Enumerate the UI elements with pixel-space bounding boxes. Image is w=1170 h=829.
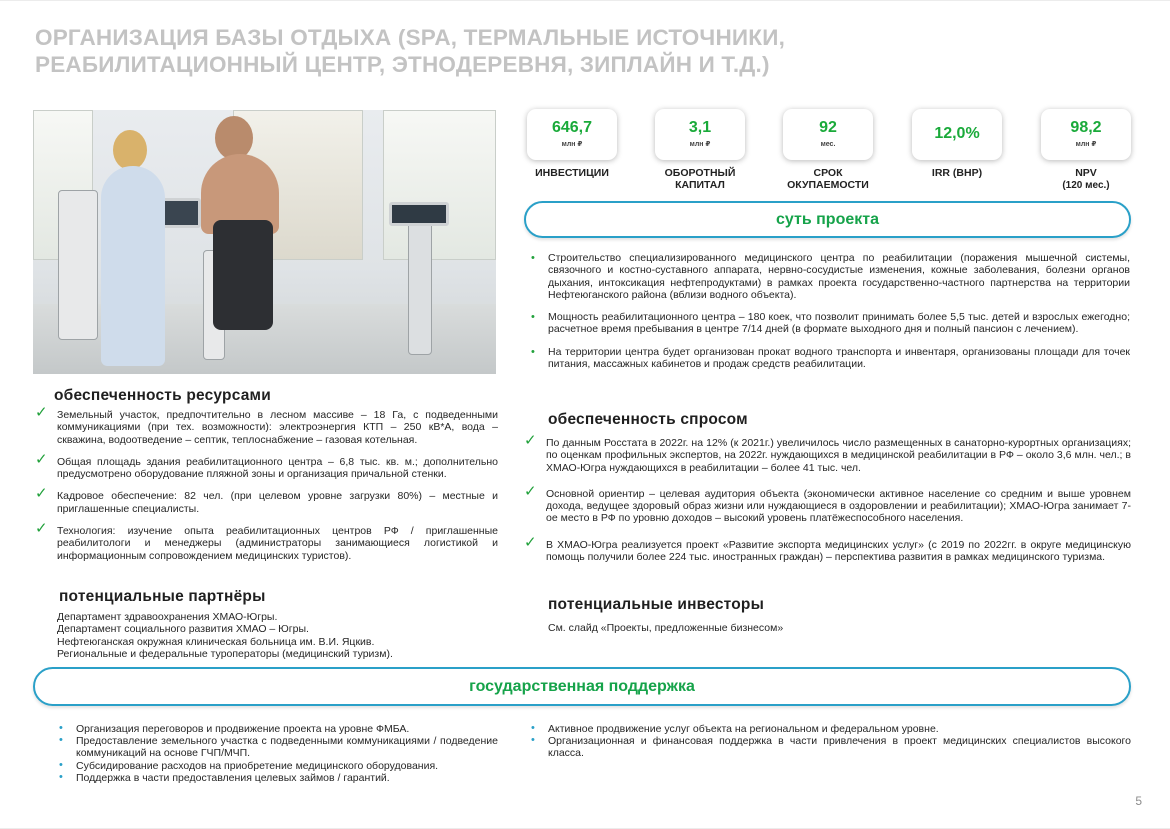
resources-list (35, 404, 498, 572)
support-item (529, 735, 1131, 759)
resources-item (35, 520, 498, 562)
kpi-investments-box (527, 109, 617, 160)
support-item-text: Активное продвижение услуг объекта на региональном и федеральном уровне. (548, 723, 939, 735)
essence-item (529, 311, 1130, 336)
kpi-investments (517, 109, 627, 180)
bullet-dot-icon: • (531, 252, 535, 264)
photo-left-machine (58, 190, 98, 340)
support-heading-pill: государственная поддержка (33, 667, 1131, 706)
kpi-payback (773, 109, 883, 191)
resources-item-text: Общая площадь здания реабилитационного центра – 6,8 тыс. кв. м.; дополнительно предусмотрено оборудование пляжной зоны и организация причальной стенки. (57, 455, 498, 481)
resources-item (35, 450, 498, 481)
kpi-payback-unit: мес. (820, 141, 836, 148)
support-item (529, 723, 1131, 735)
support-item-text: Организация переговоров и продвижение проекта на уровне ФМБА. (76, 723, 410, 735)
resources-item (35, 404, 498, 446)
partner-item: Департамент здравоохранения ХМАО-Югры. (57, 611, 278, 623)
kpi-working-capital (645, 109, 755, 191)
rehabilitation-photo (33, 110, 496, 374)
bullet-dot-icon: • (59, 734, 63, 747)
support-item-text: Поддержка в части предоставления целевых займов / гарантий. (76, 771, 390, 784)
partners-list (57, 611, 497, 660)
resources-item (35, 485, 498, 515)
essence-item-text: Строительство специализированного медицинского центра по реабилитации (поражения мышечной системы, связочного и костно-суставного аппарата, нервно-сосудистые изменения, кожные заболевания, болезни органов дыхания, интоксикация нефтепродуктами) в рамках проекта государственно-частного партнерства на территории Нефтеюганского района (вблизи водного объекта). (548, 252, 1130, 301)
support-item (57, 735, 498, 759)
essence-item (529, 252, 1130, 301)
demand-item (524, 432, 1131, 474)
photo-right-bike (408, 215, 432, 355)
partner-item: Региональные и федеральные туроператоры (медицинский туризм). (57, 647, 393, 660)
kpi-working-capital-box (655, 109, 745, 160)
kpi-investments-value: 646,7 (551, 119, 593, 136)
demand-item (524, 482, 1131, 525)
kpi-payback-label: СРОК ОКУПАЕМОСТИ (787, 167, 869, 191)
kpi-npv-sublabel: (120 мес.) (1062, 179, 1110, 191)
support-item (57, 772, 498, 784)
bullet-dot-icon: • (531, 345, 535, 358)
photo-patient-legs (213, 220, 273, 330)
support-left-list (57, 723, 498, 784)
essence-item (529, 346, 1130, 371)
kpi-investments-label: ИНВЕСТИЦИИ (535, 167, 609, 179)
essence-list (529, 252, 1130, 380)
demand-list (524, 432, 1131, 573)
demand-heading: обеспеченность спросом (548, 411, 748, 428)
kpi-irr (902, 109, 1012, 180)
page-number: 5 (1135, 794, 1142, 808)
kpi-irr-value: 12,0% (934, 125, 980, 142)
support-right-list (529, 723, 1131, 760)
investors-heading: потенциальные инвесторы (548, 596, 765, 613)
checkmark-icon: ✓ (35, 404, 48, 421)
partner-item: Департамент социального развития ХМАО – Югры. (57, 623, 309, 636)
kpi-working-capital-label: ОБОРОТНЫЙ КАПИТАЛ (664, 167, 736, 191)
bullet-dot-icon: • (59, 722, 63, 734)
resources-item-text: Кадровое обеспечение: 82 чел. (при целевом уровне загрузки 80%) – местные и приглашенные специалисты. (57, 490, 498, 515)
top-divider (0, 0, 1170, 1)
kpi-investments-unit: млн ₽ (561, 141, 583, 148)
support-item-text: Организационная и финансовая поддержка в части привлечения в проект медицинских специалистов высокого класса. (548, 735, 1131, 760)
demand-item-text: По данным Росстата в 2022г. на 12% (к 2021г.) увеличилось число размещенных в санаторно-курортных организациях; по оценкам профильных экспертов, на 2022г. нуждающихся в медицинской реабилитации в РФ – около 3,6 млн. чел.; в ХМАО-Югра нуждающихся в реабилитации – более 41 тыс. чел. (546, 437, 1131, 474)
photo-nurse-body (101, 166, 165, 366)
bullet-dot-icon: • (531, 722, 535, 734)
essence-item-text: На территории центра будет организован прокат водного транспорта и инвентаря, организованы площади для точек питания, массажных кабинетов и продаж средств реабилитации. (548, 345, 1130, 371)
support-item-text: Субсидирование расходов на приобретение медицинского оборудования. (76, 759, 439, 772)
checkmark-icon: ✓ (35, 450, 48, 468)
checkmark-icon: ✓ (35, 520, 48, 538)
support-item (57, 760, 498, 772)
checkmark-icon: ✓ (524, 482, 537, 500)
investors-text: См. слайд «Проекты, предложенные бизнесом» (548, 622, 784, 634)
photo-nurse-head (113, 130, 147, 170)
photo-window-right (383, 110, 496, 260)
bullet-dot-icon: • (59, 758, 63, 771)
demand-item (524, 533, 1131, 564)
title-line-2: РЕАБИЛИТАЦИОННЫЙ ЦЕНТР, ЭТНОДЕРЕВНЯ, ЗИПЛАЙН И Т.Д.) (35, 52, 770, 77)
demand-item-text: В ХМАО-Югра реализуется проект «Развитие экспорта медицинских услуг» (с 2019 по 2022гг. в округе медицинскую помощь получили более 224 тыс. иностранных граждан) – перспектива развития в рамках медицинского туризма. (546, 538, 1131, 564)
bullet-dot-icon: • (59, 770, 63, 783)
demand-item-text: Основной ориентир – целевая аудитория объекта (экономически активное население со средним и выше уровнем дохода, ведущее здоровый образ жизни или нуждающиеся в оздоровлении и реабилитации); ХМАО-Югра занимает 7-ое место в РФ по уровню доходов – высокий уровень платёжеспособного населения. (546, 487, 1131, 525)
bullet-dot-icon: • (531, 311, 535, 324)
essence-heading-pill: суть проекта (524, 201, 1131, 238)
kpi-npv-box (1041, 109, 1131, 160)
checkmark-icon: ✓ (35, 485, 48, 503)
resources-item-text: Технология: изучение опыта реабилитационных центров РФ / приглашенные реабилитологи и менеджеры (администраторы занимающиеся логистикой и информационным сопровождением медицинских туристов). (57, 525, 498, 562)
checkmark-icon: ✓ (524, 432, 537, 449)
resources-item-text: Земельный участок, предпочтительно в лесном массиве – 18 Га, с подведенными коммуникациями (при тех. возможности): электроэнергия КТП – 250 кВ*А, вода – скважина, водоотведение – септик, теплоснабжение – газовая котельная. (57, 409, 498, 446)
title-line-1: ОРГАНИЗАЦИЯ БАЗЫ ОТДЫХА (SPA, ТЕРМАЛЬНЫЕ ИСТОЧНИКИ, (35, 25, 786, 50)
bullet-dot-icon: • (531, 734, 535, 747)
kpi-payback-value: 92 (819, 119, 837, 136)
kpi-npv-label: NPV (1075, 167, 1097, 179)
partner-item: Нефтеюганская окружная клиническая больница им. В.И. Яцкив. (57, 635, 375, 648)
support-item (57, 723, 498, 735)
kpi-irr-box (912, 109, 1002, 160)
partners-heading: потенциальные партнёры (59, 588, 266, 605)
kpi-irr-label: IRR (ВНР) (931, 167, 983, 179)
resources-heading: обеспеченность ресурсами (54, 387, 271, 404)
checkmark-icon: ✓ (524, 533, 537, 551)
photo-right-monitor (389, 202, 449, 226)
kpi-payback-box (783, 109, 873, 160)
support-item-text: Предоставление земельного участка с подведенными коммуникациями / подведение коммуникаций на основе ГЧП/МЧП. (76, 735, 498, 760)
kpi-npv-value: 98,2 (1070, 119, 1102, 136)
page-title (35, 24, 935, 78)
kpi-working-capital-unit: млн ₽ (689, 141, 711, 148)
kpi-npv-unit: млн ₽ (1075, 141, 1097, 148)
essence-item-text: Мощность реабилитационного центра – 180 коек, что позволит принимать более 5,5 тыс. детей и взрослых ежегодно; расчетное время пребывания в центре 7/14 дней (в формате выходного дня и полный пансион с лечением). (548, 311, 1130, 336)
kpi-npv (1031, 109, 1141, 191)
kpi-working-capital-value: 3,1 (688, 119, 712, 136)
